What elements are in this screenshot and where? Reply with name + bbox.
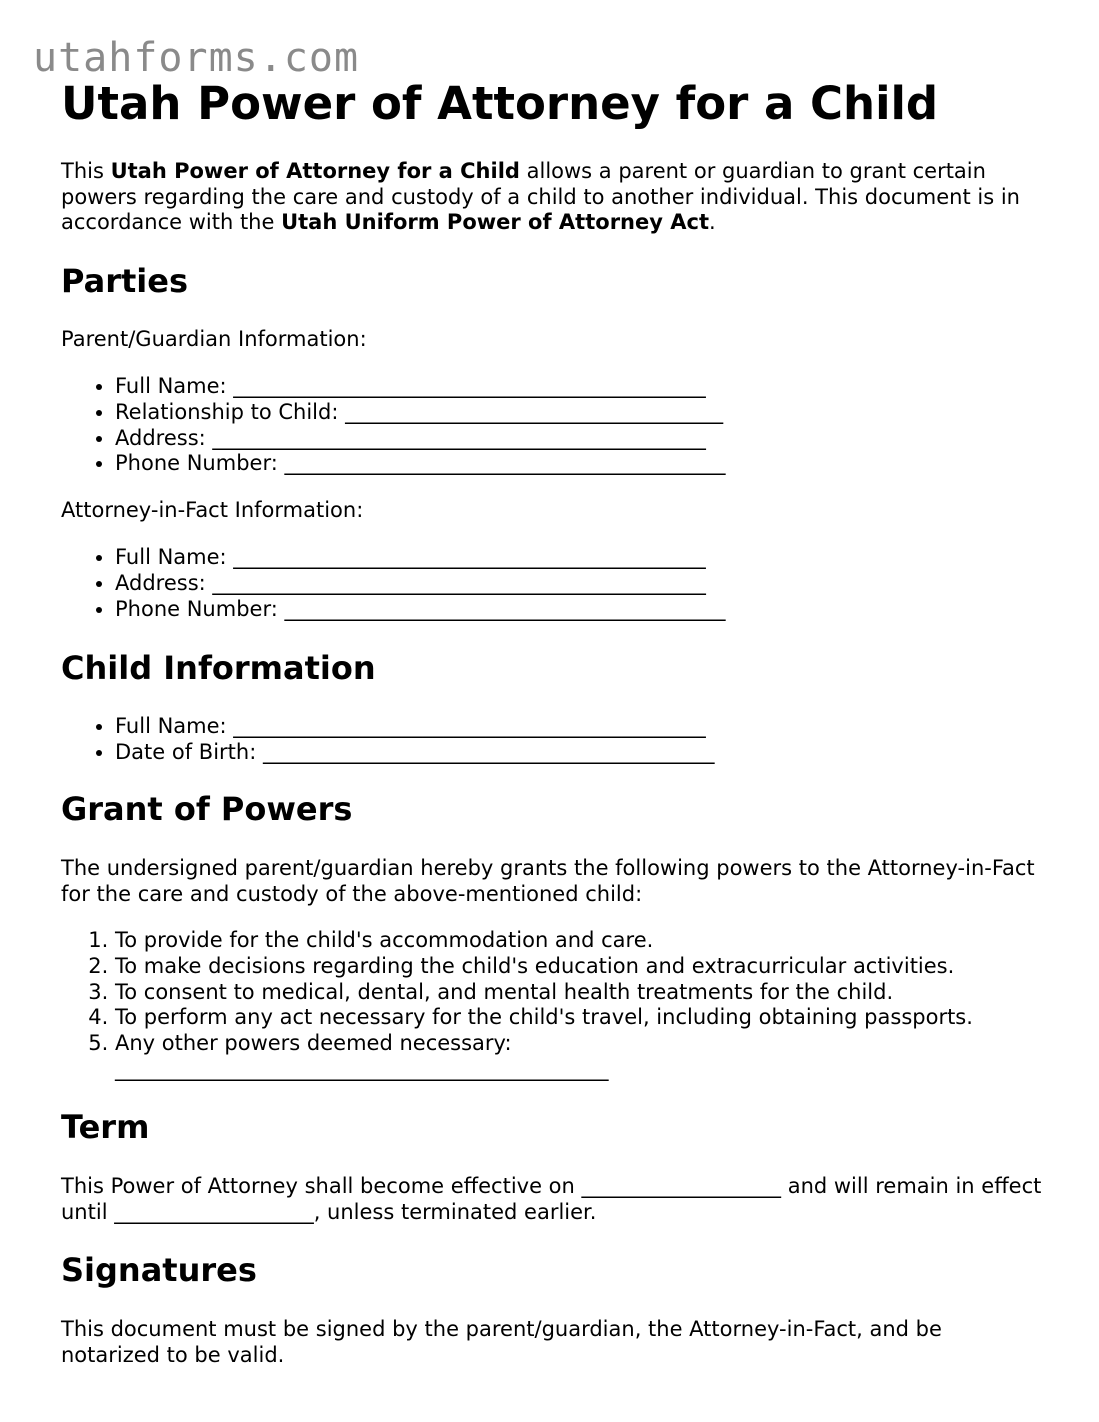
power-item: 4. To perform any act necessary for the child's travel, including obtaining passports.: [115, 1005, 1065, 1031]
intro-text-1: This: [61, 159, 111, 183]
powers-heading: Grant of Powers: [61, 790, 353, 828]
attorney-phone-field[interactable]: • Phone Number: __________________________________________: [115, 597, 1065, 623]
power-item: 2. To make decisions regarding the child's education and extracurricular activities.: [115, 954, 1065, 980]
intro-text-2: allows a parent or guardian to grant certain powers regarding the care and custody of a child to another individual. This document is in accordance with the: [61, 159, 1020, 234]
child-full-name-field[interactable]: • Full Name: _____________________________________________: [115, 714, 1065, 740]
attorney-address-field[interactable]: • Address: _______________________________________________: [115, 571, 1065, 597]
other-powers-blank[interactable]: _______________________________________________: [115, 1056, 609, 1081]
page-title: Utah Power of Attorney for a Child: [61, 77, 939, 130]
intro-bold-title: Utah Power of Attorney for a Child: [110, 159, 520, 183]
power-item: 1. To provide for the child's accommodation and care.: [115, 928, 1065, 954]
power-item-other-label: Any other powers deemed necessary:: [115, 1031, 512, 1056]
parent-info-label: Parent/Guardian Information:: [61, 327, 367, 351]
signatures-heading: Signatures: [61, 1251, 257, 1289]
intro-bold-act: Utah Uniform Power of Attorney Act: [281, 210, 709, 234]
watermark: utahforms.com: [33, 35, 360, 81]
parties-heading: Parties: [61, 262, 188, 300]
powers-list: [61, 928, 1065, 1083]
term-heading: Term: [61, 1108, 150, 1146]
child-info-heading: Child Information: [61, 649, 376, 687]
parent-fields-list: [61, 374, 1065, 477]
attorney-full-name-field[interactable]: • Full Name: _____________________________________________: [115, 545, 1065, 571]
attorney-info-label: Attorney-in-Fact Information:: [61, 498, 364, 522]
powers-intro: The undersigned parent/guardian hereby grants the following powers to the Attorney-in-Fact for the care and custody of the above-mentioned child:: [61, 856, 1035, 906]
intro-text-3: .: [708, 210, 716, 234]
intro-paragraph: [61, 159, 1051, 236]
child-dob-field[interactable]: • Date of Birth: ___________________________________________: [115, 740, 1065, 766]
parent-address-field[interactable]: • Address: _______________________________________________: [115, 426, 1065, 452]
child-fields-list: [61, 714, 1065, 766]
power-item: 3. To consent to medical, dental, and mental health treatments for the child.: [115, 980, 1065, 1006]
parent-relationship-field[interactable]: • Relationship to Child: ____________________________________: [115, 400, 1065, 426]
term-text: This Power of Attorney shall become effective on ___________________ and will remain in effect until ___________________, unless terminated earlier.: [61, 1174, 1042, 1224]
attorney-fields-list: [61, 545, 1065, 622]
parent-full-name-field[interactable]: • Full Name: _____________________________________________: [115, 374, 1065, 400]
power-item-other: [115, 1031, 1065, 1083]
signatures-text: This document must be signed by the parent/guardian, the Attorney-in-Fact, and be notarized to be valid.: [61, 1317, 942, 1367]
parent-phone-field[interactable]: • Phone Number: __________________________________________: [115, 451, 1065, 477]
